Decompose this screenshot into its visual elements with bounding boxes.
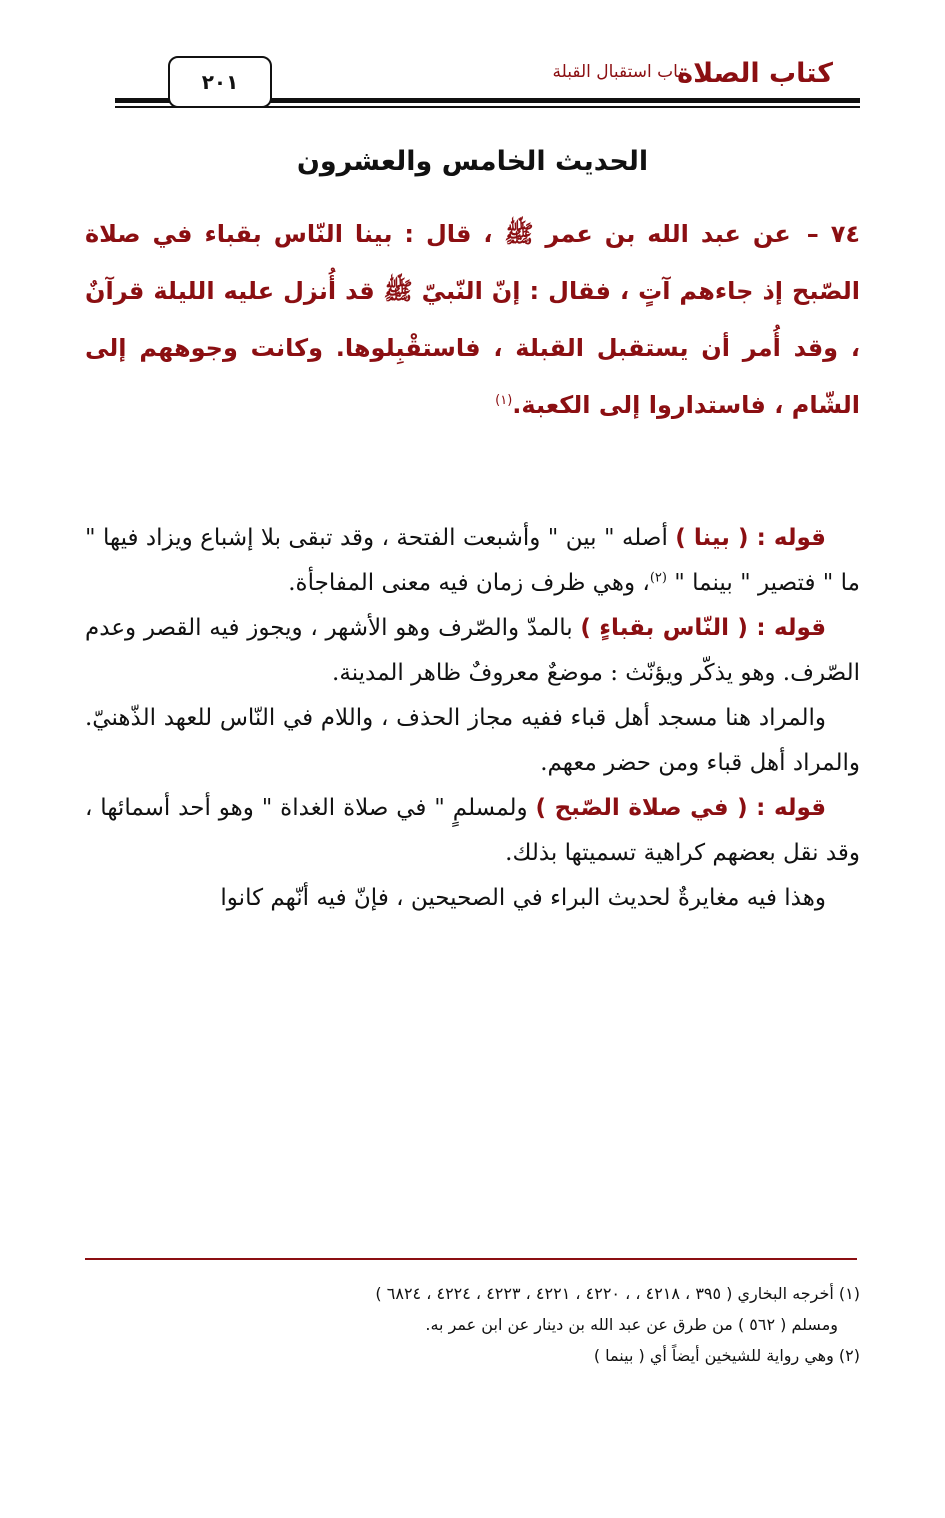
paragraph-text: أصله " بين " وأشبعت الفتحة ، وقد تبقى بلا إشباع ويزاد فيها " ما " فتصير " بينما " [85,525,860,596]
paragraph-lead: قوله : ( في صلاة الصّبح ) [535,795,827,821]
commentary-paragraph-4 [85,786,860,876]
commentary-paragraph-3 [85,696,860,786]
paragraph-text: ولمسلمٍ " في صلاة الغداة " وهو أحد أسمائها ، وقد نقل بعضهم كراهية تسميتها بذلك. [85,795,860,866]
paragraph-text: ، وهي ظرف زمان فيه معنى المفاجأة. [288,570,650,596]
hadith-number: ٧٤ – [806,220,860,248]
paragraph-text: بالمدّ والصّرف وهو الأشهر ، ويجوز فيه القصر وعدم الصّرف. وهو يذكّر ويؤنّث : موضعٌ معروفٌ ظاهر المدينة. [85,615,860,686]
commentary [85,516,860,921]
page-number: ٢٠١ [201,70,239,94]
commentary-paragraph-1 [85,516,860,606]
footnotes [85,1278,860,1371]
paragraph-text: والمراد هنا مسجد أهل قباء ففيه مجاز الحذف ، واللام في النّاس للعهد الذّهنيّ. والمراد أهل قباء ومن حضر معهم. [85,705,860,776]
footnote-separator [85,1258,857,1260]
footnote-marker-1: (١) [495,393,513,408]
hadith-text-block [85,206,860,434]
paragraph-lead: قوله : ( بينا ) [675,525,826,551]
footnote-2: (٢) وهي رواية للشيخين أيضاً أي ( بينما ) [593,1346,860,1365]
paragraph-text: وهذا فيه مغايرةٌ لحديث البراء في الصحيحين ، فإنّ فيه أنّهم كانوا [220,885,826,911]
page-header [0,0,945,120]
footnote-1: (١) أخرجه البخاري ( ٣٩٥ ، ٤٢١٨ ، ، ٤٢٢٠ ، ٤٢٢١ ، ٤٢٢٣ ، ٤٢٢٤ ، ٦٨٢٤ ) [375,1284,860,1303]
commentary-paragraph-2 [85,606,860,696]
chapter-title: باب استقبال القبلة [552,62,683,82]
section-title: الحديث الخامس والعشرون [296,146,649,177]
commentary-paragraph-5 [85,876,860,921]
footnote-marker-2: (٢) [649,570,667,586]
footnote-1-continued: ومسلم ( ٥٦٢ ) من طرق عن عبد الله بن دينار عن ابن عمر به. [425,1315,838,1334]
paragraph-lead: قوله : ( النّاس بقباءٍ ) [580,615,827,641]
book-title: كتاب الصلاة [677,58,833,89]
page-number-box [168,56,272,108]
hadith-text: عن عبد الله بن عمر ﷺ ، قال : بينا النّاس بقباء في صلاة الصّبح إذ جاءهم آتٍ ، فقال : إنّ النّبيّ ﷺ قد أُنزل عليه الليلة قرآنٌ ، وقد أُمر أن يستقبل القبلة ، فاستقْبِلوها. وكانت وجوههم إلى الشّام ، فاستداروا إلى الكعبة. [85,220,860,419]
